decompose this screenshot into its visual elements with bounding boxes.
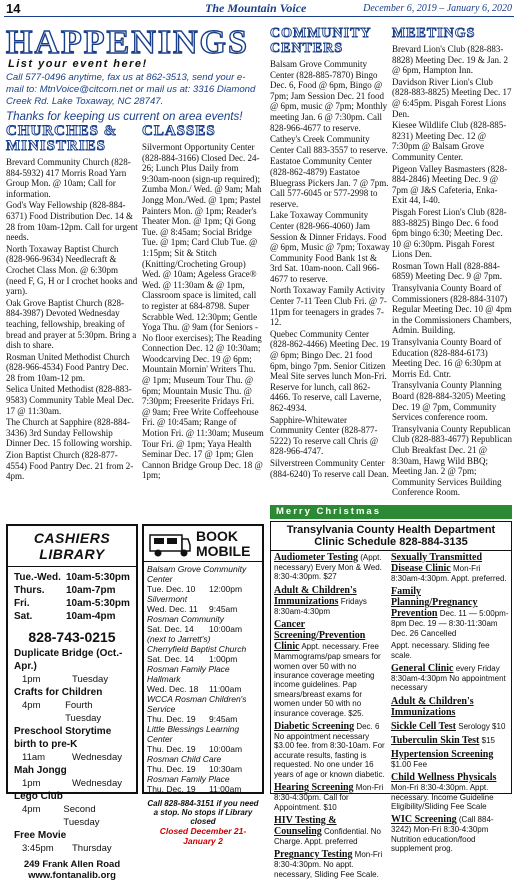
health-service-details: Mon-Fri 8:30-4:30pm. Call for Appointment. $10 [274,783,384,812]
community-list [270,59,390,479]
page-header [0,0,518,18]
library-event-time-row [8,673,136,686]
church-entry: Rosman United Methodist Church (828-966-4534) Food Pantry Dec. 28 from 10am-12 pm. [6,351,130,383]
meeting-entry: Transylvania County Board of Education (828-884-6173) Meeting Dec. 16 @ 6:30pm at Morris Ed. Cntr. [392,337,502,379]
bookmobile-time-row [144,604,262,614]
health-service-details: Dec. 6 No appointment necessary $3.00 fee. from 8:30-10am. For accurate results, fasting is requested. No one under 16 years of age or known diabetic. [274,722,385,779]
health-service [391,696,509,718]
community-center-entry: Cathey's Creek Community Center Call 883-3557 to reserve. [270,134,388,155]
cashiers-library-title: CASHIERS LIBRARY [8,526,136,567]
library-event-name: Preschool Storytime birth to pre-K [14,726,112,750]
meetings-heading: MEETINGS [392,26,476,41]
meeting-entry: Transylvania County Republican Club (828-883-4677) Republican Club Breakfast Dec. 21 @ 8:30am, Hawg Wild BBQ; Meeting Jan. 2 @ 7pm; Community Services Building Conference Room. [392,423,512,498]
event-time: 4pm [22,804,41,815]
stop-time: 10:00am [209,744,243,754]
stop-date: Tue. Dec. 10 [147,584,196,594]
health-service-details: Fridays 8:30am-4:30pm [274,596,367,616]
meeting-entry: Kiesee Wildlife Club (828-885-8231) Meeting Dec. 12 @ 7:30pm @ Balsam Grove Community Center. [392,120,507,162]
health-service-name: General Clinic [391,663,454,675]
bookmobile-van-icon [148,529,192,559]
community-section [270,26,390,480]
bookmobile-stop: Cherryfield Baptist Church [147,644,247,654]
bookmobile-stop: (next to Jarrett's) [147,634,211,644]
hours-time: 10am-7pm [66,585,116,596]
stop-time: 10:00am [209,624,243,634]
library-address: 249 Frank Allen Road [23,859,121,870]
community-center-entry: Eastatoe Community Center (828-862-4879) Eastatoe Bluegrass Pickers Jan. 7 @ 7pm. Call 577-6045 or 577-2998 to reserve. [270,156,389,209]
meeting-entry: Pisgah Forest Lion's Club (828-883-8825) Bingo Dec. 6 food 6pm bingo 6:30; Meeting Dec. 10 @ 6:30pm. Pisgah Forest Lions Den. [392,206,507,260]
health-title: Transylvania County Health Department Clinic Schedule 828-884-3135 [271,522,511,551]
event-time: 3:45pm [22,843,54,854]
health-service-name: Adult & Children's Immunizations [274,584,357,607]
happenings-subtitle: List your event here! [8,58,148,70]
health-service [391,772,509,811]
community-center-entry: Sapphire-Whitewater Community Center (828-877-5222) To reserve call Chris @ 828-966-4747. [270,414,379,457]
health-service [391,586,509,638]
bookmobile-time-row [144,784,262,794]
meetings-section [392,26,512,499]
church-entry: Oak Grove Baptist Church (828-884-3987) Devoted Wednesday teaching, fellowship, breaking of bread and prayer at 5:30pm. Bring a dish to share. [6,297,137,351]
cashiers-library-box [6,524,138,881]
health-right-column [391,552,509,857]
page-number: 14 [6,1,21,16]
stop-date: Sat. Dec. 14 [147,654,194,664]
health-service-name: Hypertension Screening [391,748,494,760]
health-service [391,749,509,769]
stop-time: 11:00am [209,784,242,794]
health-service-details: (Call 884-3242) Mon-Fri 8:30-4:30pm Nutrition education/food supplement prog. [391,815,494,854]
stop-date: Thu. Dec. 19 [147,784,196,794]
bookmobile-time-row [144,684,262,694]
event-time: 1pm [22,674,41,685]
library-event-time-row [8,842,136,855]
stop-time: 9:45am [209,714,238,724]
bookmobile-time-row [144,624,262,634]
bookmobile-closed: Closed December 21-January 2 [159,826,247,846]
library-hours-row [8,610,136,623]
library-event-name: Mah Jongg [14,765,67,776]
event-time: 1pm [22,778,41,789]
happenings-title: HAPPENINGS [6,24,249,61]
classes-section [142,124,264,481]
health-service [391,814,509,853]
library-event-time-row [8,699,136,725]
bookmobile-stop: Rosman Child Care [147,754,222,764]
health-service-name: Hearing Screening [274,782,354,794]
churches-section [6,124,138,483]
churches-list [6,157,138,482]
health-service [274,782,386,812]
issue-dates: December 6, 2019 – January 6, 2020 [363,3,512,14]
submission-info: Call 577-0496 anytime, fax us at 862-3513, send your e-mail to: MtnVoice@citcom.net or mail us at: 3316 Diamond Creek Rd. Lake Toxaway, NC 28747. [6,72,256,107]
hours-day: Sat. [14,611,33,622]
bookmobile-stop: Silvermont [147,594,188,604]
health-service [391,552,509,583]
stop-date: Thu. Dec. 19 [147,764,196,774]
event-day: Thursday [72,843,112,854]
community-heading: COMMUNITY CENTERS [270,26,372,56]
bookmobile-time-row [144,744,262,754]
health-service-details: every Friday 8:30am-4:30pm No appointment necessary [391,664,506,693]
health-department-box [270,521,512,879]
bookmobile-time-row [144,764,262,774]
library-hours-row [8,584,136,597]
health-service-details: Dec. 11 — 5:00pm-8pm Dec. 19 — 8:30-11:30am Dec. 26 Cancelled [391,609,509,638]
bookmobile-title: BOOK MOBILE [196,528,251,559]
library-events [8,647,136,855]
library-event-time-row [8,777,136,790]
event-time: 4pm [22,700,41,711]
meetings-list [392,44,512,498]
health-service-name: Family Planning/Pregnancy Prevention [391,586,478,620]
stop-time: 9:45am [209,604,238,614]
library-event-name: Crafts for Children [14,687,103,698]
library-event-time-row [8,803,136,829]
health-service-details: Appt. necessary. Free Mammograms/pap smears for women over 50 with no insurance coverage meeting income guidelines. Pap smears/breast exams for women under 50 with no insurance coverage. $25. [274,642,381,718]
health-service-name: Audiometer Testing [274,552,358,563]
health-service-name: Sexually Transmitted Disease Clinic [391,552,483,574]
thanks-line: Thanks for keeping us current on area events! [6,110,243,123]
churches-heading: CHURCHES & MINISTRIES [6,123,118,154]
health-service [391,721,509,732]
library-event-name: Lego Club [14,791,63,802]
health-service-details: Mon-Fri 8:30-4:30pm. Appt. necessary. Income Guideline Eligibility/Sliding Fee Scale [391,783,494,812]
event-day: Second Tuesday [63,804,100,828]
health-service-name: Pregnancy Testing [274,849,353,861]
event-day: Fourth Tuesday [65,700,102,724]
stop-date: Wed. Dec. 18 [147,684,199,694]
church-entry: Brevard Community Church (828-884-5932) 417 Morris Road Yarn Group Mon. @ 10am; Call for information. [6,157,131,199]
header-rule [4,16,514,17]
meeting-entry: Transylvania County Planning Board (828-884-3205) Meeting Dec. 19 @ 7pm, Community Services conference room. [392,380,506,423]
community-center-entry: Silverstreen Community Center (884-6240) To reserve call Dean. [270,457,389,479]
health-service-details: Appt. necessary. Sliding fee scale. [391,641,490,660]
health-service [274,849,386,879]
bookmobile-box [142,524,264,846]
classes-text: Silvermont Opportunity Center (828-884-3166) Closed Dec. 24-26; Lunch Plus Daily from 9:30am-noon (sign-up required); Zumba Mon./ Wed. @ 9am; Mah Jongg Mon./Wed. @ 1pm; Pastel Painters Mon. @ 1pm; Reader's Theater Mon. @ 1pm; Qi Gong Tue. @ 8:45am; Social Bridge Tue. @ 1pm; Card Club Tue. @ 1:15pm; Sit & Stitch (Knitting/Crocheting Group) Wed. @ 10am; Ageless Grace® Wed. @ 11:30am & @ 1pm, Classroom space is limited, call to register at 684-8798. Super Scrabble Wed. 12:30pm; Gentle Yoga Thu. @ 9am (for Seniors -No floor exercises); The Reading Connection Dec. 12 @ 10:30am; Woodcarving Dec. 19 @ 6pm; Mountain Mornin' Writers Thu. @ 1pm; Museum Tour Thu. @ 6pm; Mountain Music Thu. @ 7:30pm; Freeserite Fridays Fri. @ 9am; Free Write Coffeehouse Fri. @ 10:45am; Range of Motion Fri. @ 11:30am; Museum Tour Fri. @ 1pm; Yaya Health Seminar Dec. 17 @ 1pm; Glen Cannon Bridge Group Dec. 18 @ 1pm; [142,142,264,481]
stop-date: Sat. Dec. 14 [147,624,194,634]
bookmobile-stop: Little Blessings Learning Center [147,724,240,744]
stop-time: 1:00pm [209,654,238,664]
bookmobile-stop: Rosman Family Place [147,774,230,784]
community-center-entry: Lake Toxaway Community Center (828-966-4060) Jam Session & Dinner Fridays. Food @ 6pm, Music @ 7pm; Toxaway Community Food Bank 1st & 3rd Sat. 10am-noon. Call 966-4677 to reserve. [270,210,390,284]
stop-date: Wed. Dec. 11 [147,604,198,614]
bookmobile-stop: Rosman Community [147,614,224,624]
bookmobile-stop: WCCA Rosman Children's Service [147,694,247,714]
bookmobile-time-row [144,654,262,664]
health-service [274,721,386,779]
community-center-entry: Balsam Grove Community Center (828-885-7870) Bingo Dec. 6, Food @ 6pm, Bingo @ 7pm; Jam Session Dec. 21 food @ 6pm, music @ 7pm; Monthly meeting Jan. 6 @ 7:30pm. Call 828-966-4677 to reserve. [270,59,388,133]
health-service-details: Serology $10 [458,721,506,731]
health-service-details: Confidential. No Charge. Appt. preferred [274,826,381,846]
community-center-entry: Quebec Community Center (828-862-4466) Meeting Dec. 19 @ 6pm; Bingo Dec. 21 food 6pm, bingo 7pm. Senior Citizen Meal Site serves lunch Mon-Fri. Reserve for lunch, call 862-4466. To reserve, call Laverne, 862-4934. [270,328,390,413]
health-service-details: Mon-Fri 8:30-4:30pm. No appt. necessary, Sliding Fee Scale. [274,850,383,879]
health-service-name: WIC Screening [391,814,457,826]
library-hours-row [8,597,136,610]
library-website[interactable]: www.fontanalib.org [28,870,116,881]
library-hours-row [8,571,136,584]
community-center-entry: North Toxaway Family Activity Center 7-11 Teen Club Fri. @ 7-11pm for teenagers in grades 7-12. [270,285,387,328]
stop-date: Thu. Dec. 19 [147,714,196,724]
church-entry: Zion Baptist Church (828-877-4554) Food Pantry Dec. 21 from 2-4pm. [6,450,134,482]
hours-time: 10am-4pm [66,611,116,622]
church-entry: The Church at Sapphire (828-884-3436) 3rd Sunday Fellowship Dinner Dec. 15 following worship. [6,417,132,449]
health-service [274,585,386,616]
merry-christmas-banner: Merry Christmas [270,505,512,519]
stop-time: 10:30am [209,764,243,774]
health-service-name: Cancer Screening/Prevention Clinic [274,619,366,653]
health-service-details: $15 [481,735,495,745]
meeting-entry: Transylvania County Board of Commissioners (828-884-3107) Regular Meeting Dec. 10 @ 4pm in the Commissioners Chambers, Admin. Building. [392,283,512,336]
health-service-name: Tuberculin Skin Test [391,734,480,746]
hours-time: 10am-5:30pm [66,598,130,609]
health-service [274,815,386,846]
library-event-name: Free Movie [14,830,67,841]
health-service-name: HIV Testing & Counseling [274,814,337,837]
health-left-column [274,552,386,882]
health-service-details: (Appt. necessary) Every Mon & Wed. 8:30-4:30pm. $27 [274,553,382,582]
bookmobile-header [144,526,262,562]
health-service-name: Sickle Cell Test [391,720,457,732]
health-service-details: Mon-Fri 8:30am-4:30pm. Appt. preferred. [391,564,507,583]
bookmobile-time-row [144,714,262,724]
bookmobile-stop: Rosman Family Place Hallmark [147,664,230,684]
masthead: The Mountain Voice [205,1,307,15]
church-entry: North Toxaway Baptist Church (828-966-9634) Needlecraft & Crochet Class Mon. @ 6:30pm (need F, G, H or I crochet hooks and yarn). [6,243,138,297]
health-service [391,641,509,660]
church-entry: Selica United Methodist (828-883-9583) Community Table Meal Dec. 17 @ 11:30am. [6,384,134,416]
stop-time: 11:00am [209,684,242,694]
health-service [391,663,509,693]
church-entry: God's Way Fellowship (828-884-6371) Food Distribution Dec. 14 & 28 from 10am-12pm. Call for urgent needs. [6,200,138,243]
health-service-name: Diabetic Screening [274,721,355,733]
meeting-entry: Brevard Lion's Club (828-883-8828) Meeting Dec. 19 & Jan. 2 @ 6pm, Hampton Inn. [392,44,508,76]
event-time: 11am [22,752,46,763]
event-day: Tuesday [72,674,109,685]
health-service [274,619,386,718]
bookmobile-stop: Balsam Grove Community Center [147,564,247,584]
health-service-name: Adult & Children's Immunizations [391,695,474,718]
event-day: Wednesday [72,752,122,763]
hours-time: 10am-5:30pm [66,572,130,583]
hours-day: Fri. [14,598,30,609]
meeting-entry: Pigeon Valley Basmasters (828-884-2846) Meeting Dec. 9 @ 7pm @ J&S Cafeteria, Enka-Exit 44, I-40. [392,163,508,206]
library-event-time-row [8,751,136,764]
library-event-name: Duplicate Bridge (Oct.-Apr.) [14,648,123,672]
hours-day: Thurs. [14,585,45,596]
classes-heading: CLASSES [142,123,216,139]
meeting-entry: Rosman Town Hall (828-884-6859) Meeting Dec. 9 @ 7pm. [392,260,503,282]
event-day: Wednesday [72,778,122,789]
stop-date: Thu. Dec. 19 [147,744,196,754]
stop-time: 12:00pm [209,584,243,594]
bookmobile-time-row [144,584,262,594]
hours-day: Tue.-Wed. [14,572,61,583]
bookmobile-note: Call 828-884-3151 if you need a stop. No stops if Library closed [147,799,259,826]
meeting-entry: Davidson River Lion's Club (828-883-8825) Meeting Dec. 17 @ 6:45pm. Pisgah Forest Lions Den. [392,76,512,119]
health-service [391,735,509,746]
health-service [274,552,386,582]
health-service-details: $1.00 Fee [391,759,428,769]
bookmobile-schedule [144,564,262,794]
library-hours [8,571,136,623]
health-service-name: Child Wellness Physicals [391,772,497,784]
library-phone: 828-743-0215 [28,629,116,645]
